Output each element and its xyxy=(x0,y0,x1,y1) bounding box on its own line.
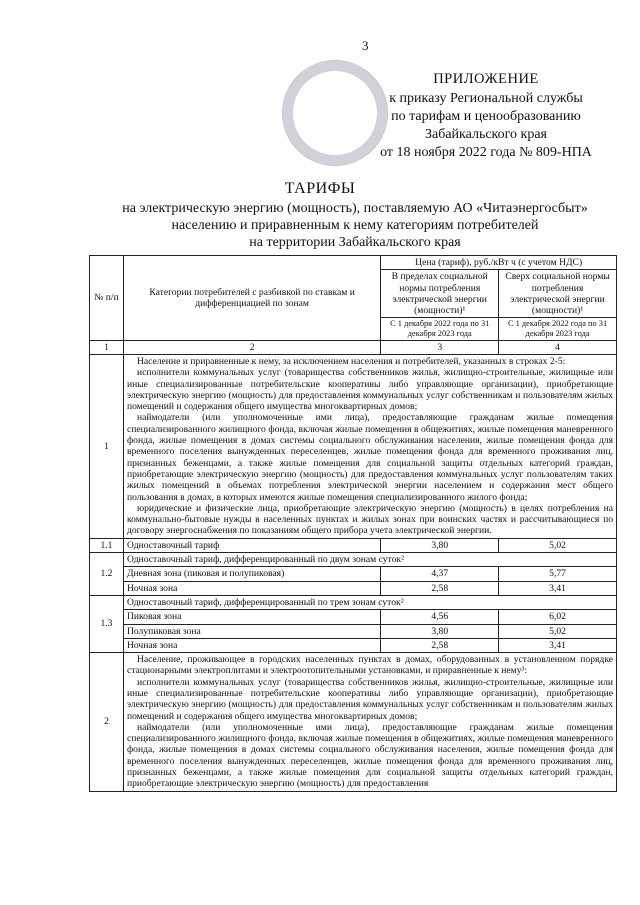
row-1-1-over: 5,02 xyxy=(499,538,617,552)
row-1-para-1: Население и приравненные к нему, за исключением населения и потребителей, указанных в строках 2-5: xyxy=(136,355,566,367)
row-1-2-header: Одноставочный тариф, дифференцированный по двум зонам суток² xyxy=(123,553,616,567)
appendix-line-3: Забайкальского края xyxy=(424,127,547,142)
row-2-para-3: наймодатели (или уполномоченные ими лица), предоставляющие гражданам жилые помещения специализированного жилищного фонда, включая жилые помещения в общежитиях, жилые помещения маневренного фонда, жилые помещения в домах системы социального обслуживания населения, жилые помещения фонда для временного поселения вынужденных переселенцев, жилые помещения фонда для временного проживания лиц, признанных беженцами, а также жилые помещения для социальной защиты отдельных категорий граждан, приобретающие электрическую энергию (мощность) для предоставления xyxy=(126,721,613,790)
row-2-para-1: Население, проживающее в городских населенных пунктах в домах, оборудованных в установленном порядке стационарными электроплитами и электроотопительными установками, и приравненные к нему³: xyxy=(126,654,613,677)
tariff-table xyxy=(89,255,617,792)
subtitle-line-3: на территории Забайкальского края xyxy=(249,235,461,250)
row-1-1-number: 1.1 xyxy=(90,538,124,552)
period-within: С 1 декабря 2022 года по 31 декабря 2023 года xyxy=(381,318,499,340)
index-col-1: 1 xyxy=(90,340,124,354)
row-1-3-night-label: Ночная зона xyxy=(123,638,380,652)
row-1-2-day-over: 5,77 xyxy=(499,567,617,581)
row-1-1-label: Одноставочный тариф xyxy=(123,538,380,552)
appendix-block xyxy=(370,70,602,162)
header-category: Категории потребителей с разбивкой по ставкам и дифференциацией по зонам xyxy=(123,256,380,341)
row-1-3-night-within: 2,58 xyxy=(381,638,499,652)
header-price: Цена (тариф), руб./кВт ч (с учетом НДС) xyxy=(381,256,617,270)
row-1-3-night-over: 3,41 xyxy=(499,638,617,652)
header-over-norm: Сверх социальной нормы потребления электрической энергии (мощности)¹ xyxy=(499,270,617,318)
row-1-para-4: юридические и физические лица, приобретающие электрическую энергию (мощность) в целях потребления на коммунально-бытовые нужды в населенных пунктах и жилых зонах при воинских частях и рассчитывающиеся по договору энергоснабжения по показаниям общего прибора учета электрической энергии. xyxy=(126,502,613,537)
subtitle-line-2: населению и приравненным к нему категориям потребителей xyxy=(171,218,539,233)
row-1-para-2: исполнители коммунальных услуг (товарищества собственников жилья, жилищно-строительные, жилищные или иные специализированные потребительские кооперативы либо управляющие организации), приобретающие электрическую энергию (мощность) для предоставления коммунальных услуг собственникам и пользователям жилых помещений и содержания общего имущества многоквартирных домов; xyxy=(126,367,613,413)
appendix-line-1: к приказу Региональной службы xyxy=(389,91,583,106)
row-1-2-day-within: 4,37 xyxy=(381,567,499,581)
row-1-2-number: 1.2 xyxy=(90,553,124,596)
row-1-2-night-label: Ночная зона xyxy=(123,581,380,595)
row-1-description xyxy=(123,354,616,538)
row-1-3-peak-over: 6,02 xyxy=(499,610,617,624)
appendix-line-2: по тарифам и ценообразованию xyxy=(391,109,581,124)
row-1-3-number: 1.3 xyxy=(90,595,124,652)
row-2-para-2: исполнители коммунальных услуг (товарищества собственников жилья, жилищно-строительные, жилищные или иные специализированные потребительские кооперативы либо управляющие организации), приобретающие электрическую энергию (мощность) для предоставления коммунальных услуг собственникам и пользователям жилых помещений и содержания общего имущества многоквартирных домов; xyxy=(126,676,613,722)
row-2-description xyxy=(123,653,616,792)
period-over: С 1 декабря 2022 года по 31 декабря 2023 года xyxy=(499,318,617,340)
index-col-3: 3 xyxy=(381,340,499,354)
row-1-2-night-over: 3,41 xyxy=(499,581,617,595)
header-number: № п/п xyxy=(90,256,124,341)
appendix-heading: ПРИЛОЖЕНИЕ xyxy=(433,71,539,87)
row-1-1-within: 3,80 xyxy=(381,538,499,552)
header-within-norm: В пределах социальной нормы потребления электрической энергии (мощности)¹ xyxy=(381,270,499,318)
row-1-3-header: Одноставочный тариф, дифференцированный по трем зонам суток² xyxy=(123,595,616,609)
row-1-3-peak-label: Пиковая зона xyxy=(123,610,380,624)
row-1-3-semi-within: 3,80 xyxy=(381,624,499,638)
document-subtitle xyxy=(90,200,620,251)
row-1-3-peak-within: 4,56 xyxy=(381,610,499,624)
row-1-2-night-within: 2,58 xyxy=(381,581,499,595)
row-2-number: 2 xyxy=(90,653,124,792)
row-1-number: 1 xyxy=(90,354,124,538)
document-title: ТАРИФЫ xyxy=(284,180,356,197)
page-number: 3 xyxy=(362,38,369,53)
subtitle-line-1: на электрическую энергию (мощность), поставляемую АО «Читаэнергосбыт» xyxy=(122,201,588,216)
index-col-4: 4 xyxy=(499,340,617,354)
row-1-2-day-label: Дневная зона (пиковая и полупиковая) xyxy=(123,567,380,581)
row-1-3-semi-over: 5,02 xyxy=(499,624,617,638)
row-1-para-3: наймодатели (или уполномоченные ими лица), предоставляющие гражданам жилые помещения специализированного жилищного фонда, включая жилые помещения в общежитиях, жилые помещения маневренного фонда, жилые помещения в домах системы социального обслуживания населения, жилые помещения фонда для временного поселения вынужденных переселенцев, жилые помещения фонда для временного проживания лиц, признанных беженцами, а также жилые помещения для социальной защиты отдельных категорий граждан, приобретающие электрическую энергию (мощность) для предоставления коммунальных услуг пользователям таких жилых помещений в объемах потребления электрической энергии населением и содержания мест общего пользования в домах, в которых имеются жилые помещения специализированного жилого фонда; xyxy=(126,412,613,503)
row-1-3-semi-label: Полупиковая зона xyxy=(123,624,380,638)
index-col-2: 2 xyxy=(123,340,380,354)
appendix-line-4: от 18 ноября 2022 года № 809-НПА xyxy=(380,145,592,160)
